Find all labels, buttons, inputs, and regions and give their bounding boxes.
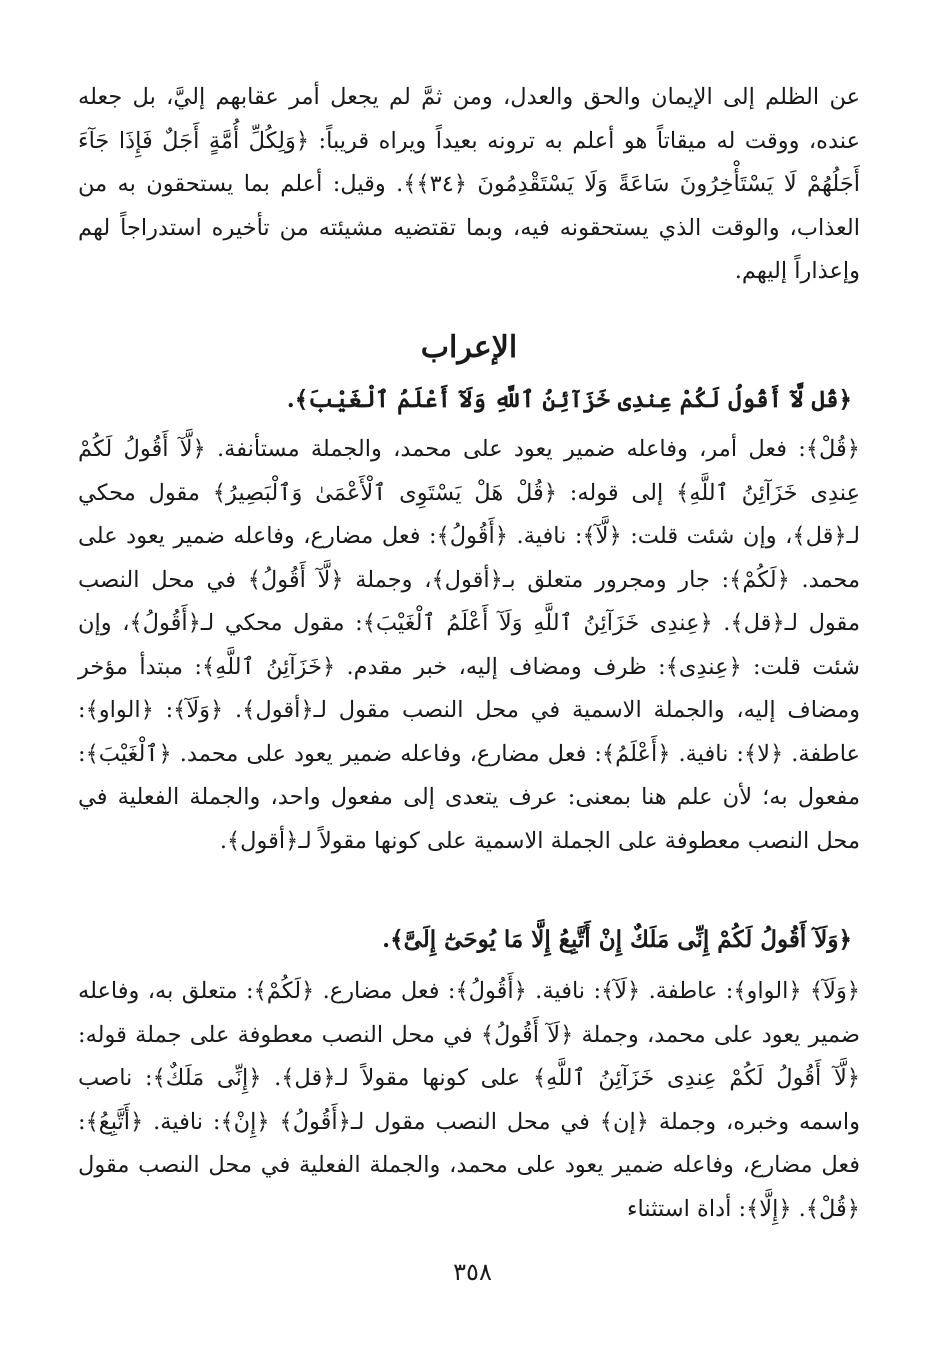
intro-paragraph: عن الظلم إلى الإيمان والحق والعدل، ومن ثمَّ لم يجعل أمر عقابهم إليَّ، بل جعله عنده، ووقت له ميقاتاً هو أعلم به ترونه بعيداً ويراه قريباً: ﴿وَلِكُلِّ أُمَّةٍ أَجَلٌ فَإِذَا جَآءَ أَجَلُهُمْ لَا يَسْتَأْخِرُونَ سَاعَةً وَلَا يَسْتَقْدِمُونَ ﴿٣٤﴾﴾. وقيل: أعلم بما يستحقون به من العذاب، والوقت الذي يستحقونه فيه، وبما تقتضيه مشيئته من تأخيره استدراجاً لهم وإعذاراً إليهم.: [78, 84, 860, 284]
verse-quote-1: ﴿قُل لَّآ أَقُولُ لَكُمْ عِندِى خَزَآئِنُ ٱللَّهِ وَلَآ أَعْلَمُ ٱلْغَيْبَ﴾.: [286, 386, 852, 413]
section-heading: الإعراب: [420, 330, 518, 365]
grammar-analysis-1: ﴿قُلْ﴾: فعل أمر، وفاعله ضمير يعود على محمد، والجملة مستأنفة. ﴿لَّآ أَقُولُ لَكُمْ عِندِى خَزَآئِنُ ٱللَّهِ﴾ إلى قوله: ﴿قُلْ هَلْ يَسْتَوِى ٱلْأَعْمَىٰ وَٱلْبَصِيرُ﴾ مقول محكي لـ﴿قل﴾، وإن شئت قلت: ﴿لَّآ﴾: نافية. ﴿أَقُولُ﴾: فعل مضارع، وفاعله ضمير يعود على محمد. ﴿لَكُمْ﴾: جار ومجرور متعلق بـ﴿أقول﴾، وجملة ﴿لَّآ أَقُولُ﴾ في محل النصب مقول لـ﴿قل﴾. ﴿عِندِى خَزَآئِنُ ٱللَّهِ وَلَآ أَعْلَمُ ٱلْغَيْبَ﴾: مقول محكي لـ﴿أَقُولُ﴾، وإن شئت قلت: ﴿عِندِى﴾: ظرف ومضاف إليه، خبر مقدم. ﴿خَزَآئِنُ ٱللَّهِ﴾: مبتدأ مؤخر ومضاف إليه، والجملة الاسمية في محل النصب مقول لـ﴿أقول﴾. ﴿وَلَآ﴾: ﴿الواو﴾: عاطفة. ﴿لا﴾: نافية. ﴿أَعْلَمُ﴾: فعل مضارع، وفاعله ضمير يعود على محمد. ﴿ٱلْغَيْبَ﴾: مفعول به؛ لأن علم هنا بمعنى: عرف يتعدى إلى مفعول واحد، والجملة الفعلية في محل النصب معطوفة على الجملة الاسمية على كونها مقولاً لـ﴿أقول﴾.: [78, 436, 860, 854]
page-number: ٣٥٨: [453, 1258, 492, 1286]
grammar-analysis-2: ﴿وَلَآ﴾ ﴿الواو﴾: عاطفة. ﴿لَآ﴾: نافية. ﴿أَقُولُ﴾: فعل مضارع. ﴿لَكُمْ﴾: متعلق به، وفاعله ضمير يعود على محمد، وجملة ﴿لَآ أَقُولُ﴾ في محل النصب معطوفة على جملة قوله: ﴿لَّآ أَقُولُ لَكُمْ عِندِى خَزَآئِنُ ٱللَّهِ﴾ على كونها مقولاً لـ﴿قل﴾. ﴿إِنِّى مَلَكٌ﴾: ناصب واسمه وخبره، وجملة ﴿إن﴾ في محل النصب مقول لـ﴿أَقُولُ﴾ ﴿إِنْ﴾: نافية. ﴿أَتَّبِعُ﴾: فعل مضارع، وفاعله ضمير يعود على محمد، والجملة الفعلية في محل النصب مقول ﴿قُلْ﴾. ﴿إِلَّا﴾: أداة استثناء: [78, 978, 860, 1222]
verse-quote-2: ﴿وَلَآ أَقُولُ لَكُمْ إِنِّى مَلَكٌ إِنْ أَتَّبِعُ إِلَّا مَا يُوحَىٰٓ إِلَىَّ﴾.: [382, 926, 852, 953]
